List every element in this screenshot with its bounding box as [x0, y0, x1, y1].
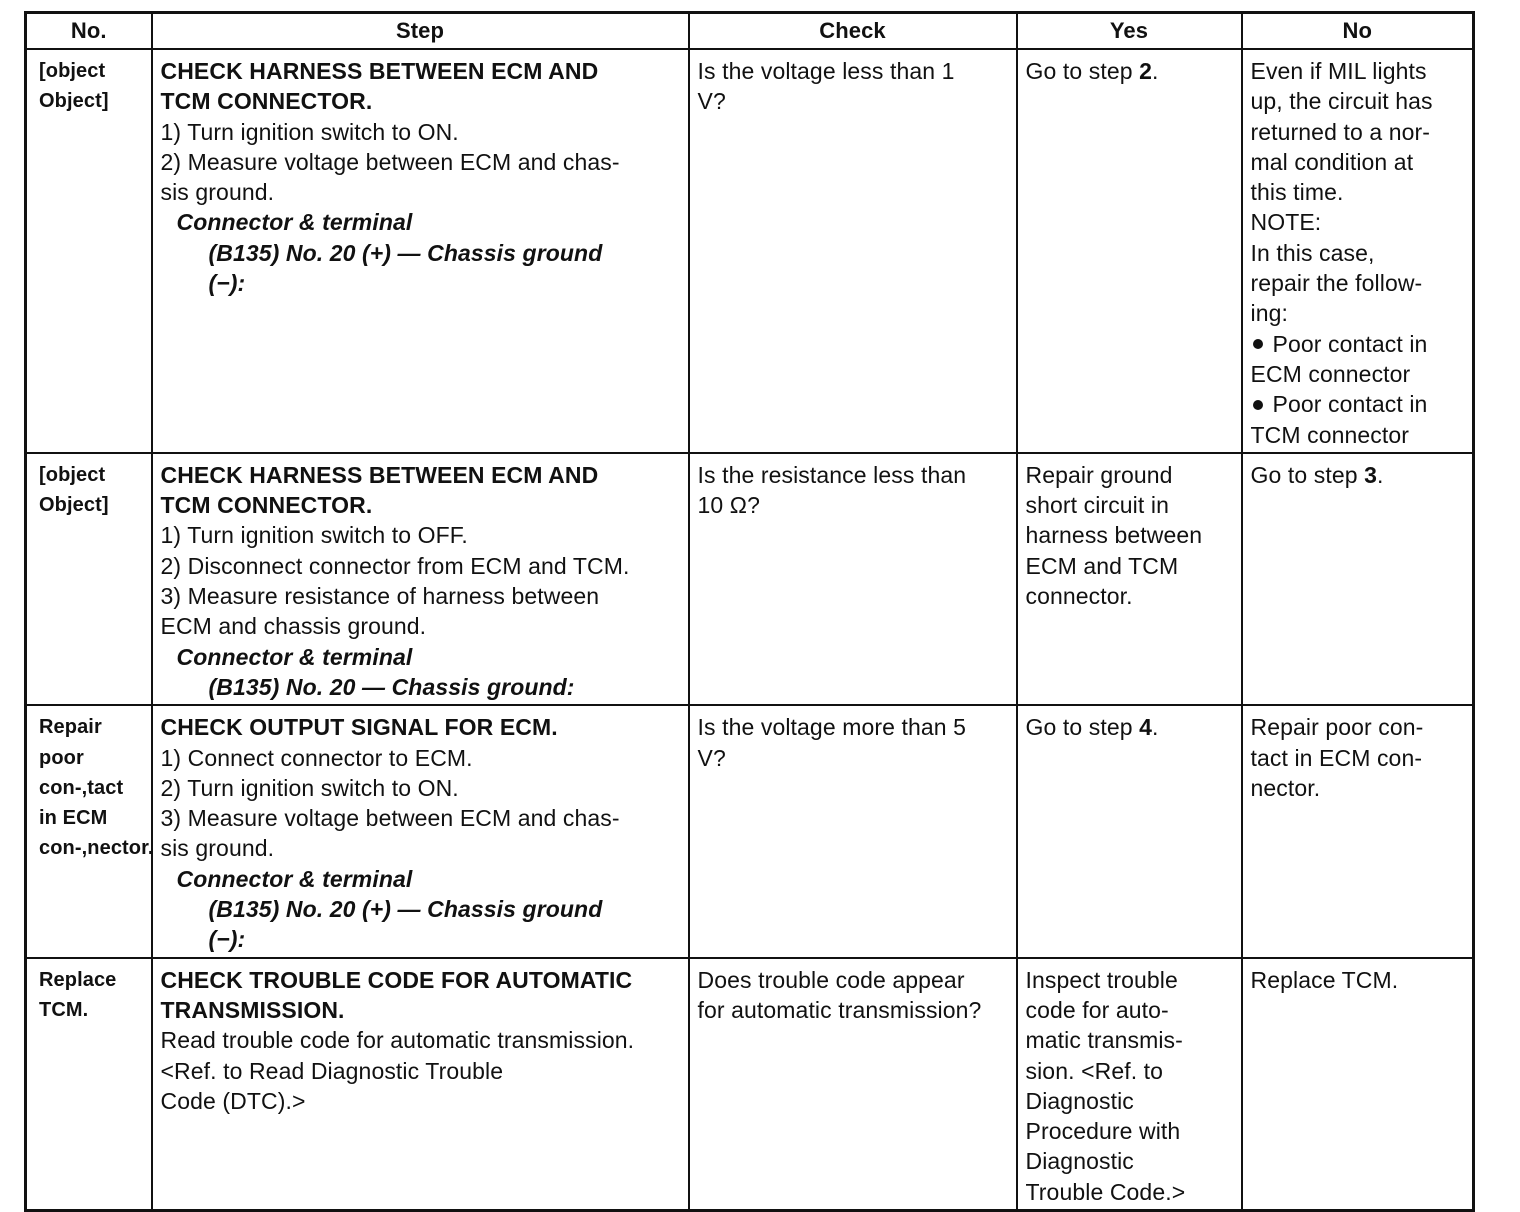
- step-line: Code (DTC).>: [160, 1087, 306, 1114]
- check-cell: [689, 453, 1017, 705]
- no-line: Repair poor con-: [1250, 714, 1424, 741]
- check-line: Is the voltage more than 5: [697, 714, 967, 741]
- yes-text: Go to step: [1025, 58, 1140, 84]
- bullet-text: Poor contact in: [1272, 391, 1428, 418]
- step-title-line: TCM CONNECTOR.: [160, 88, 373, 115]
- yes-line: Procedure with: [1025, 1118, 1181, 1145]
- diagnostic-table: [24, 11, 1475, 1212]
- check-line: Is the voltage less than 1: [697, 58, 955, 84]
- no-line: nector.: [1250, 774, 1321, 801]
- step-number: Repair poor con-,tact in ECM con-,nector.: [26, 705, 152, 957]
- yes-line: ECM and TCM: [1025, 552, 1179, 579]
- yes-line: sion. <Ref. to: [1025, 1057, 1164, 1084]
- connector-value: (B135) No. 20 — Chassis ground:: [208, 673, 575, 700]
- step-line: sis ground.: [160, 835, 275, 862]
- step-line: 1) Turn ignition switch to OFF.: [160, 522, 468, 549]
- connector-value: (−):: [208, 270, 246, 297]
- table-row: [26, 49, 1474, 453]
- step-number: [object Object]: [26, 453, 152, 705]
- no-line: In this case,: [1250, 239, 1375, 266]
- no-step-ref: 3: [1364, 461, 1378, 488]
- yes-line: Repair ground: [1025, 461, 1173, 488]
- no-line: Replace TCM.: [1250, 966, 1399, 993]
- check-cell: [689, 49, 1017, 453]
- header-no: No.: [26, 13, 152, 50]
- step-title-line: CHECK TROUBLE CODE FOR AUTOMATIC: [160, 966, 633, 993]
- check-line: V?: [697, 88, 726, 115]
- yes-line: Trouble Code.>: [1025, 1178, 1186, 1205]
- bullet-icon: [1253, 339, 1263, 349]
- header-check: Check: [689, 13, 1017, 50]
- check-line: Is the resistance less than: [697, 461, 967, 488]
- no-line: repair the follow-: [1250, 270, 1423, 297]
- yes-line: Diagnostic: [1025, 1087, 1134, 1114]
- step-title: [161, 460, 680, 521]
- check-line: 10 Ω?: [697, 492, 760, 519]
- step-title-line: CHECK HARNESS BETWEEN ECM AND: [160, 461, 599, 488]
- yes-cell: [1017, 705, 1242, 957]
- no-line: this time.: [1250, 179, 1344, 206]
- step-title-line: CHECK HARNESS BETWEEN ECM AND: [160, 58, 599, 84]
- step-title-line: TCM CONNECTOR.: [160, 492, 373, 519]
- step-line: 2) Measure voltage between ECM and chas-: [160, 148, 620, 175]
- check-line: Does trouble code appear: [697, 966, 965, 993]
- check-line: for automatic transmission?: [697, 996, 982, 1023]
- bullet-item: [1251, 329, 1465, 359]
- connector-value: (B135) No. 20 (+) — Chassis ground: [208, 896, 603, 923]
- bullet-text-cont: ECM connector: [1250, 360, 1411, 387]
- no-cell: [1242, 49, 1474, 453]
- yes-line: Diagnostic: [1025, 1148, 1134, 1175]
- step-title: [161, 965, 680, 1026]
- yes-line: Inspect trouble: [1025, 966, 1178, 993]
- bullet-text: Poor contact in: [1272, 330, 1428, 357]
- step-cell: [152, 453, 689, 705]
- step-line: 2) Disconnect connector from ECM and TCM.: [160, 552, 630, 579]
- step-cell: [152, 49, 689, 453]
- step-line: 2) Turn ignition switch to ON.: [160, 774, 459, 801]
- no-line: tact in ECM con-: [1250, 744, 1423, 771]
- yes-text-end: .: [1152, 58, 1159, 84]
- bullet-icon: [1253, 400, 1263, 410]
- step-line: 3) Measure resistance of harness between: [160, 583, 600, 610]
- step-number: Replace TCM.: [26, 958, 152, 1211]
- yes-step-ref: 4: [1139, 714, 1153, 741]
- step-title-line: CHECK OUTPUT SIGNAL FOR ECM.: [160, 714, 558, 741]
- step-title: [161, 56, 680, 117]
- step-line: sis ground.: [160, 179, 275, 206]
- check-line: V?: [697, 744, 726, 771]
- yes-line: short circuit in: [1025, 492, 1169, 519]
- yes-text-end: .: [1152, 714, 1159, 741]
- no-cell: [1242, 705, 1474, 957]
- step-number: [object Object]: [26, 49, 152, 453]
- no-line: up, the circuit has: [1250, 88, 1433, 115]
- header-row: [26, 13, 1474, 50]
- yes-line: code for auto-: [1025, 996, 1169, 1023]
- table-row: [26, 453, 1474, 705]
- header-step: Step: [152, 13, 689, 50]
- step-cell: [152, 958, 689, 1211]
- header-yes: Yes: [1017, 13, 1242, 50]
- no-cell: [1242, 453, 1474, 705]
- no-line: NOTE:: [1250, 209, 1322, 236]
- yes-cell: [1017, 49, 1242, 453]
- step-cell: [152, 705, 689, 957]
- bullet-text-cont: TCM connector: [1250, 421, 1410, 448]
- connector-label: Connector & terminal: [176, 865, 413, 892]
- yes-text: Go to step: [1025, 714, 1140, 741]
- connector-label: Connector & terminal: [176, 209, 413, 236]
- step-line: 1) Turn ignition switch to ON.: [160, 118, 459, 145]
- table-row: [26, 705, 1474, 957]
- check-cell: [689, 705, 1017, 957]
- no-line: Even if MIL lights: [1250, 58, 1427, 84]
- bullet-item: [1251, 389, 1465, 419]
- no-cell: [1242, 958, 1474, 1211]
- yes-cell: [1017, 453, 1242, 705]
- yes-line: harness between: [1025, 522, 1203, 549]
- no-text-end: .: [1377, 461, 1384, 488]
- yes-line: connector.: [1025, 583, 1133, 610]
- connector-value: (−):: [208, 926, 246, 953]
- no-line: returned to a nor-: [1250, 118, 1431, 145]
- check-cell: [689, 958, 1017, 1211]
- step-title-line: TRANSMISSION.: [160, 996, 345, 1023]
- yes-step-ref: 2: [1139, 58, 1153, 84]
- step-line: Read trouble code for automatic transmission.: [160, 1027, 635, 1054]
- step-line: 3) Measure voltage between ECM and chas-: [160, 805, 620, 832]
- table-row: [26, 958, 1474, 1211]
- step-title: [161, 712, 680, 742]
- step-line: 1) Connect connector to ECM.: [160, 744, 473, 771]
- no-line: mal condition at: [1250, 148, 1414, 175]
- connector-label: Connector & terminal: [176, 643, 413, 670]
- step-line: ECM and chassis ground.: [160, 613, 427, 640]
- connector-value: (B135) No. 20 (+) — Chassis ground: [208, 239, 603, 266]
- step-line: <Ref. to Read Diagnostic Trouble: [160, 1057, 504, 1084]
- yes-line: matic transmis-: [1025, 1027, 1183, 1054]
- header-no-col: No: [1242, 13, 1474, 50]
- no-line: ing:: [1250, 300, 1288, 327]
- no-text: Go to step: [1250, 461, 1365, 488]
- yes-cell: [1017, 958, 1242, 1211]
